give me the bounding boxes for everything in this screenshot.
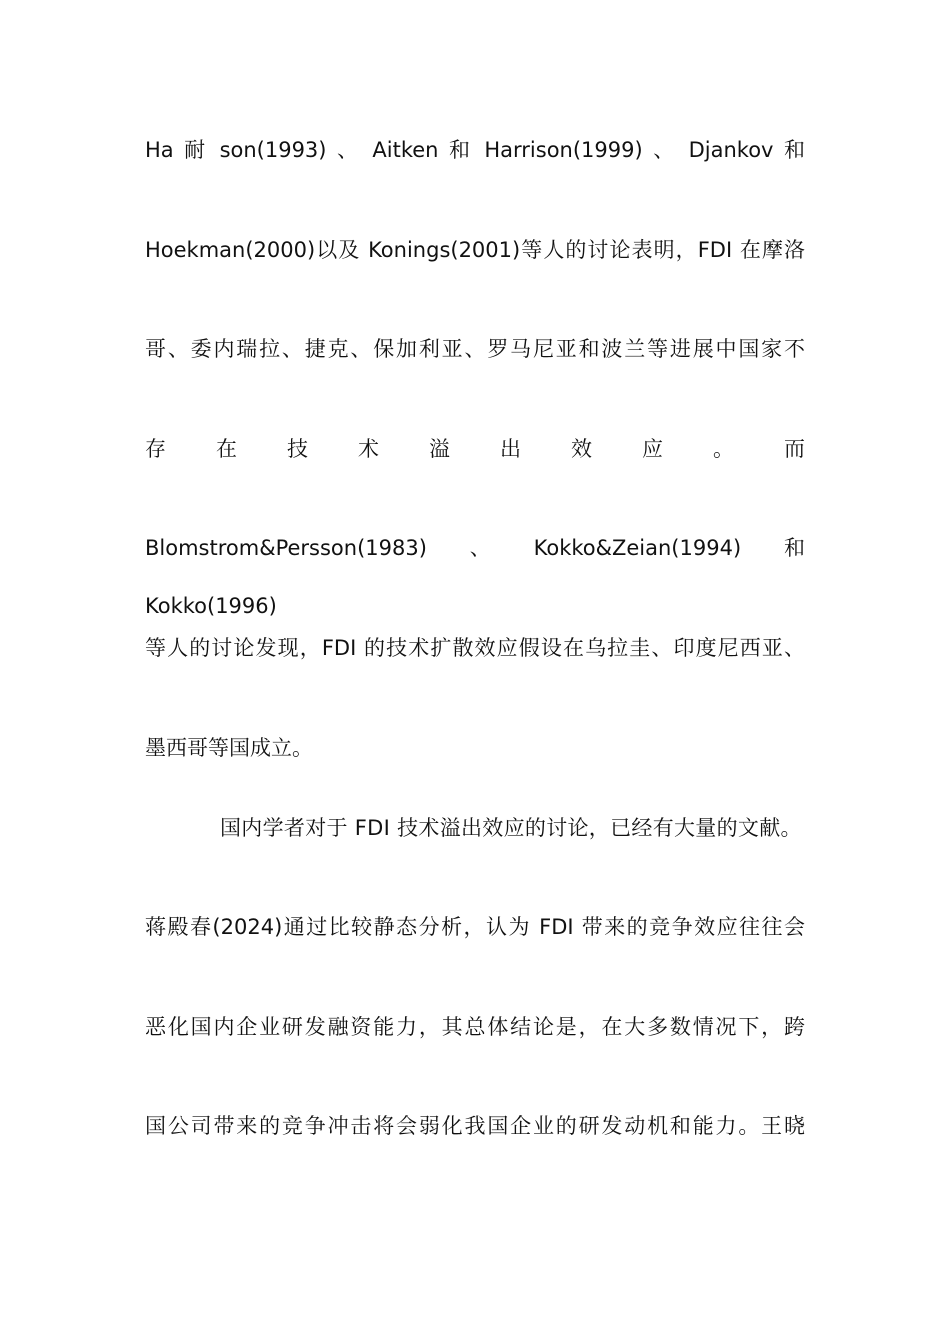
- text-line-4: 存 在 技 术 溢 出 效 应 。 而: [145, 436, 805, 461]
- text-line-7: 墨西哥等国成立。: [145, 735, 313, 760]
- text-line-10: 恶化国内企业研发融资能力，其总体结论是，在大多数情况下，跨: [145, 1014, 805, 1039]
- text-line-5: Blomstrom&Persson(1983)、Kokko&Zeian(1994)和 Kokko(1996): [145, 536, 805, 619]
- text-line-6: 等人的讨论发现，FDI 的技术扩散效应假设在乌拉圭、印度尼西亚、: [145, 635, 805, 660]
- text-line-3: 哥、委内瑞拉、捷克、保加利亚、罗马尼亚和波兰等进展中国家不: [145, 337, 805, 362]
- text-line-8-paragraph-start: 国内学者对于 FDI 技术溢出效应的讨论，已经有大量的文献。: [220, 815, 802, 840]
- body-text: [145, 121, 805, 1197]
- text-line-2: Hoekman(2000)以及 Konings(2001)等人的讨论表明，FDI 在摩洛: [145, 237, 805, 262]
- text-line-1: Ha 耐 son(1993) 、 Aitken 和 Harrison(1999) 、 Djankov 和: [145, 138, 805, 162]
- text-line-11: 国公司带来的竞争冲击将会弱化我国企业的研发动机和能力。王晓: [145, 1114, 805, 1139]
- text-line-9: 蒋殿春(2024)通过比较静态分析，认为 FDI 带来的竞争效应往往会: [145, 915, 805, 940]
